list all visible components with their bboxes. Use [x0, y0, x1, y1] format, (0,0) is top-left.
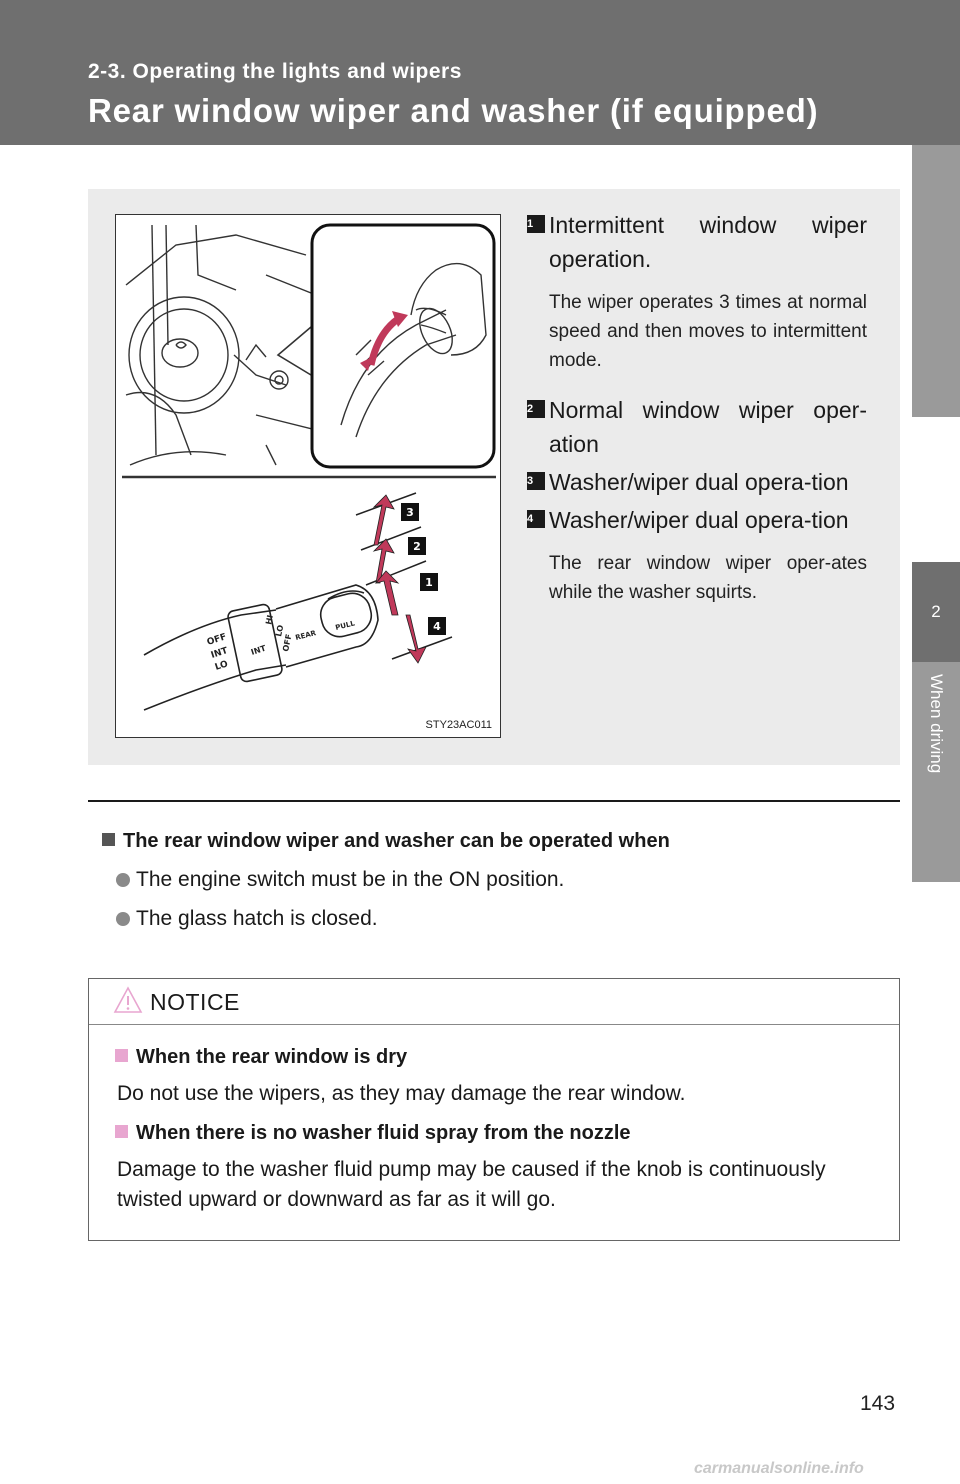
notice-header	[89, 979, 899, 1025]
step-3-badge: 3	[527, 472, 545, 490]
notice-title: NOTICE	[150, 989, 240, 1015]
stalk-label-off-front: OFF	[281, 633, 294, 653]
page-header	[0, 0, 960, 145]
callout-1: 1	[425, 576, 433, 589]
condition-item	[102, 865, 892, 895]
conditions-heading-text: The rear window wiper and washer can be operated when	[123, 830, 670, 852]
wiper-stalk-illustration	[115, 214, 501, 738]
chapter-label-box	[912, 662, 960, 882]
step-1-note: The wiper operates 3 times at normal speed and then moves to intermittent mode.	[549, 292, 867, 371]
chapter-label: When driving	[927, 674, 946, 774]
stalk-label-off: OFF	[205, 632, 228, 648]
figure-code: STY23AC011	[425, 719, 492, 731]
bullet-dot-icon	[116, 912, 130, 926]
callout-2: 2	[413, 540, 421, 553]
callout-4: 4	[433, 620, 441, 633]
condition-item	[102, 904, 892, 934]
stalk-label-int: INT	[209, 646, 230, 661]
step-1-badge: 1	[527, 215, 545, 233]
condition-text: The glass hatch is closed.	[136, 907, 378, 930]
section-title: 2-3. Operating the lights and wipers	[88, 60, 462, 83]
page-title: Rear window wiper and washer (if equipped)	[88, 92, 819, 129]
step-list	[527, 208, 867, 625]
stalk-label-int-front: INT	[249, 643, 268, 657]
chapter-tab	[912, 145, 960, 1155]
stalk-label-lo-front: LO	[274, 624, 286, 638]
conditions-heading	[102, 826, 892, 856]
step-3-text: Washer/wiper dual opera-tion	[549, 469, 849, 495]
step-4	[527, 503, 867, 537]
stalk-label-rear: REAR	[294, 629, 317, 642]
notice-box	[88, 978, 900, 1241]
notice-item-heading	[115, 1043, 889, 1071]
notice-item-text: Damage to the washer fluid pump may be caused if the knob is continuously twisted upward or downward as far as it will go.	[117, 1158, 826, 1211]
notice-item-text: Do not use the wipers, as they may damage the rear window.	[117, 1082, 686, 1105]
notice-item-heading	[115, 1119, 889, 1147]
page-number: 143	[860, 1392, 896, 1415]
bullet-dot-icon	[116, 873, 130, 887]
notice-heading-text: When there is no washer fluid spray from the nozzle	[136, 1122, 631, 1144]
tab-spacer	[912, 145, 960, 417]
arrow-4-icon	[406, 615, 426, 663]
condition-text: The engine switch must be in the ON position.	[136, 868, 565, 891]
operating-conditions	[102, 826, 892, 934]
step-1	[527, 208, 867, 276]
notice-body	[89, 1025, 899, 1215]
stalk-label-lo: LO	[213, 659, 230, 673]
step-4-text: Washer/wiper dual opera-tion	[549, 507, 849, 533]
notice-heading-text: When the rear window is dry	[136, 1046, 408, 1068]
chapter-number: 2	[912, 562, 960, 662]
step-4-note: The rear window wiper oper-ates while the washer squirts.	[549, 553, 867, 603]
section-divider	[88, 800, 900, 802]
step-2-badge: 2	[527, 400, 545, 418]
step-2	[527, 393, 867, 461]
step-2-text: Normal window wiper oper-ation	[549, 397, 867, 457]
step-3	[527, 465, 867, 499]
pink-square-icon	[115, 1125, 128, 1138]
callout-3: 3	[406, 506, 414, 519]
step-1-text: Intermittent window wiper operation.	[549, 212, 867, 272]
warning-triangle-icon	[113, 985, 143, 1015]
illustration-drawing	[116, 215, 501, 738]
stalk-label-hi: HI	[264, 614, 275, 626]
step-4-badge: 4	[527, 510, 545, 528]
heading-square-icon	[102, 833, 115, 846]
stalk-label-pull: PULL	[334, 619, 356, 632]
watermark: carmanualsonline.info	[694, 1460, 864, 1477]
pink-square-icon	[115, 1049, 128, 1062]
